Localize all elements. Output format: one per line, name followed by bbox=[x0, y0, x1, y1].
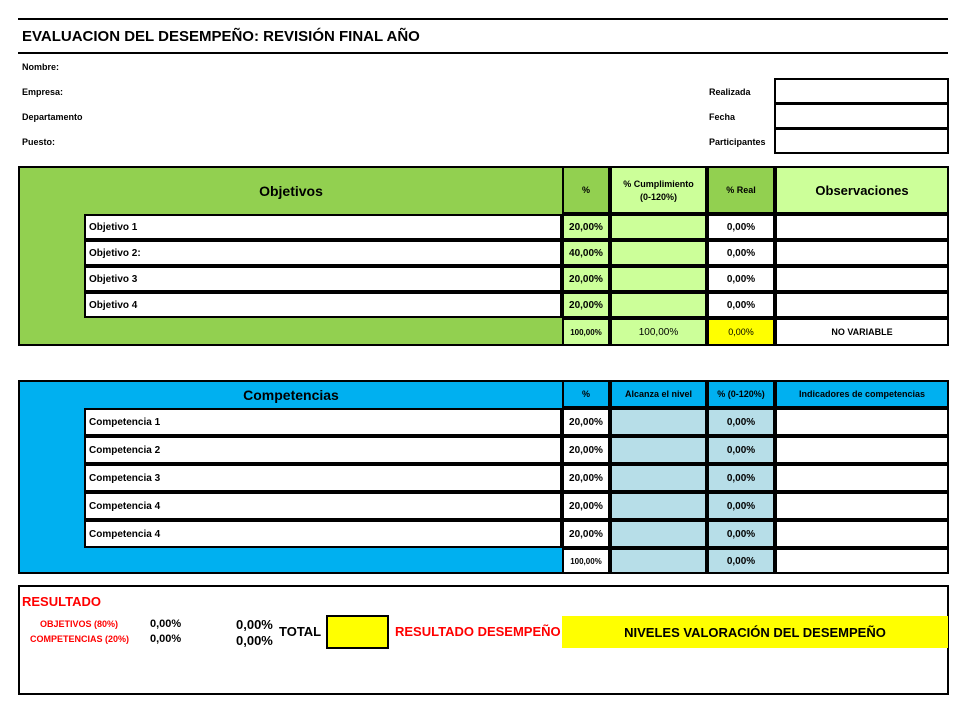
objetivo-row-2-pct[interactable]: 40,00% bbox=[562, 240, 610, 266]
competencia-row-4-val: 0,00% bbox=[707, 492, 775, 520]
label-puesto: Puesto: bbox=[22, 137, 56, 147]
objetivo-row-4-obs[interactable] bbox=[775, 292, 949, 318]
comp-pct2-header: % (0-120%) bbox=[707, 380, 775, 408]
participantes-field[interactable] bbox=[774, 128, 949, 154]
competencia-row-1-val: 0,00% bbox=[707, 408, 775, 436]
label-departamento: Departamento bbox=[22, 112, 83, 122]
total-label: TOTAL bbox=[279, 624, 322, 639]
objetivo-row-4-name[interactable]: Objetivo 4 bbox=[84, 292, 562, 318]
competencia-row-3-name[interactable]: Competencia 3 bbox=[84, 464, 562, 492]
comp-total-val: 0,00% bbox=[707, 548, 775, 574]
label-nombre: Nombre: bbox=[22, 62, 60, 72]
competencia-row-3-pct[interactable]: 20,00% bbox=[562, 464, 610, 492]
competencia-row-2-val: 0,00% bbox=[707, 436, 775, 464]
objetivo-row-4-real: 0,00% bbox=[707, 292, 775, 318]
comp-total-nivel bbox=[610, 548, 707, 574]
title-rule bbox=[18, 52, 948, 54]
objetivo-row-1-name[interactable]: Objetivo 1 bbox=[84, 214, 562, 240]
competencia-row-5-nivel[interactable] bbox=[610, 520, 707, 548]
total-result-box bbox=[326, 615, 389, 649]
obj-total-real: 0,00% bbox=[707, 318, 775, 346]
competencia-row-3-nivel[interactable] bbox=[610, 464, 707, 492]
competencia-row-1-ind[interactable] bbox=[775, 408, 949, 436]
objetivo-row-1-obs[interactable] bbox=[775, 214, 949, 240]
competencia-row-4-pct[interactable]: 20,00% bbox=[562, 492, 610, 520]
obj-real-header: % Real bbox=[707, 166, 775, 214]
objetivo-row-1-cumpl[interactable] bbox=[610, 214, 707, 240]
comp-total-pct: 100,00% bbox=[562, 548, 610, 574]
competencia-row-4-ind[interactable] bbox=[775, 492, 949, 520]
competencia-row-1-pct[interactable]: 20,00% bbox=[562, 408, 610, 436]
competencias-header: Competencias bbox=[243, 387, 339, 403]
objetivo-row-1-real: 0,00% bbox=[707, 214, 775, 240]
objetivos-value: 0,00% bbox=[150, 618, 182, 630]
comp-pct-header: % bbox=[562, 380, 610, 408]
fecha-field[interactable] bbox=[774, 103, 949, 129]
objetivo-row-4-cumpl[interactable] bbox=[610, 292, 707, 318]
obj-pct-header: % bbox=[562, 166, 610, 214]
realizada-field[interactable] bbox=[774, 78, 949, 104]
comp-ind-header: Indicadores de competencias bbox=[775, 380, 949, 408]
objetivo-row-2-cumpl[interactable] bbox=[610, 240, 707, 266]
page-title: EVALUACION DEL DESEMPEÑO: REVISIÓN FINAL AÑO bbox=[22, 28, 420, 45]
resultado-title: RESULTADO bbox=[22, 594, 101, 609]
objetivo-row-4-pct[interactable]: 20,00% bbox=[562, 292, 610, 318]
competencia-row-2-pct[interactable]: 20,00% bbox=[562, 436, 610, 464]
competencia-row-5-pct[interactable]: 20,00% bbox=[562, 520, 610, 548]
niveles-valoracion-banner: NIVELES VALORACIÓN DEL DESEMPEÑO bbox=[562, 616, 948, 648]
competencia-row-1-nivel[interactable] bbox=[610, 408, 707, 436]
objetivo-row-3-pct[interactable]: 20,00% bbox=[562, 266, 610, 292]
label-fecha: Fecha bbox=[709, 112, 736, 122]
competencia-row-3-ind[interactable] bbox=[775, 464, 949, 492]
objetivo-row-3-cumpl[interactable] bbox=[610, 266, 707, 292]
obj-total-cumpl: 100,00% bbox=[610, 318, 707, 346]
label-realizada: Realizada bbox=[709, 87, 751, 97]
competencias-weighted: 0,00% bbox=[236, 633, 273, 648]
obj-cumpl-header bbox=[610, 166, 707, 214]
top-rule bbox=[18, 18, 948, 20]
objetivo-row-2-obs[interactable] bbox=[775, 240, 949, 266]
no-variable-label: NO VARIABLE bbox=[775, 318, 949, 346]
objetivo-row-3-name[interactable]: Objetivo 3 bbox=[84, 266, 562, 292]
label-participantes: Participantes bbox=[709, 137, 766, 147]
objetivo-row-3-obs[interactable] bbox=[775, 266, 949, 292]
competencia-row-4-nivel[interactable] bbox=[610, 492, 707, 520]
competencia-row-3-val: 0,00% bbox=[707, 464, 775, 492]
competencias-weight-label: COMPETENCIAS (20%) bbox=[30, 634, 130, 644]
objetivo-row-1-pct[interactable]: 20,00% bbox=[562, 214, 610, 240]
objetivos-header: Objetivos bbox=[259, 183, 323, 199]
competencias-value: 0,00% bbox=[150, 633, 182, 645]
label-empresa: Empresa: bbox=[22, 87, 64, 97]
objetivos-weight-label: OBJETIVOS (80%) bbox=[40, 619, 119, 629]
objetivo-row-2-real: 0,00% bbox=[707, 240, 775, 266]
competencia-row-2-nivel[interactable] bbox=[610, 436, 707, 464]
competencia-row-5-name[interactable]: Competencia 4 bbox=[84, 520, 562, 548]
objetivo-row-2-name[interactable]: Objetivo 2: bbox=[84, 240, 562, 266]
objetivo-row-3-real: 0,00% bbox=[707, 266, 775, 292]
comp-total-ind bbox=[775, 548, 949, 574]
competencia-row-2-name[interactable]: Competencia 2 bbox=[84, 436, 562, 464]
obj-total-pct: 100,00% bbox=[562, 318, 610, 346]
competencia-row-5-val: 0,00% bbox=[707, 520, 775, 548]
resultado-desempeno-label: RESULTADO DESEMPEÑO bbox=[395, 624, 561, 639]
obj-cumpl-header-line1: % Cumplimiento bbox=[623, 178, 694, 189]
competencia-row-2-ind[interactable] bbox=[775, 436, 949, 464]
obj-cumpl-header-line2: (0-120%) bbox=[639, 191, 677, 202]
competencia-row-5-ind[interactable] bbox=[775, 520, 949, 548]
obj-obs-header: Observaciones bbox=[775, 166, 949, 214]
comp-nivel-header: Alcanza el nivel bbox=[610, 380, 707, 408]
objetivos-weighted: 0,00% bbox=[236, 617, 273, 632]
competencia-row-4-name[interactable]: Competencia 4 bbox=[84, 492, 562, 520]
competencia-row-1-name[interactable]: Competencia 1 bbox=[84, 408, 562, 436]
